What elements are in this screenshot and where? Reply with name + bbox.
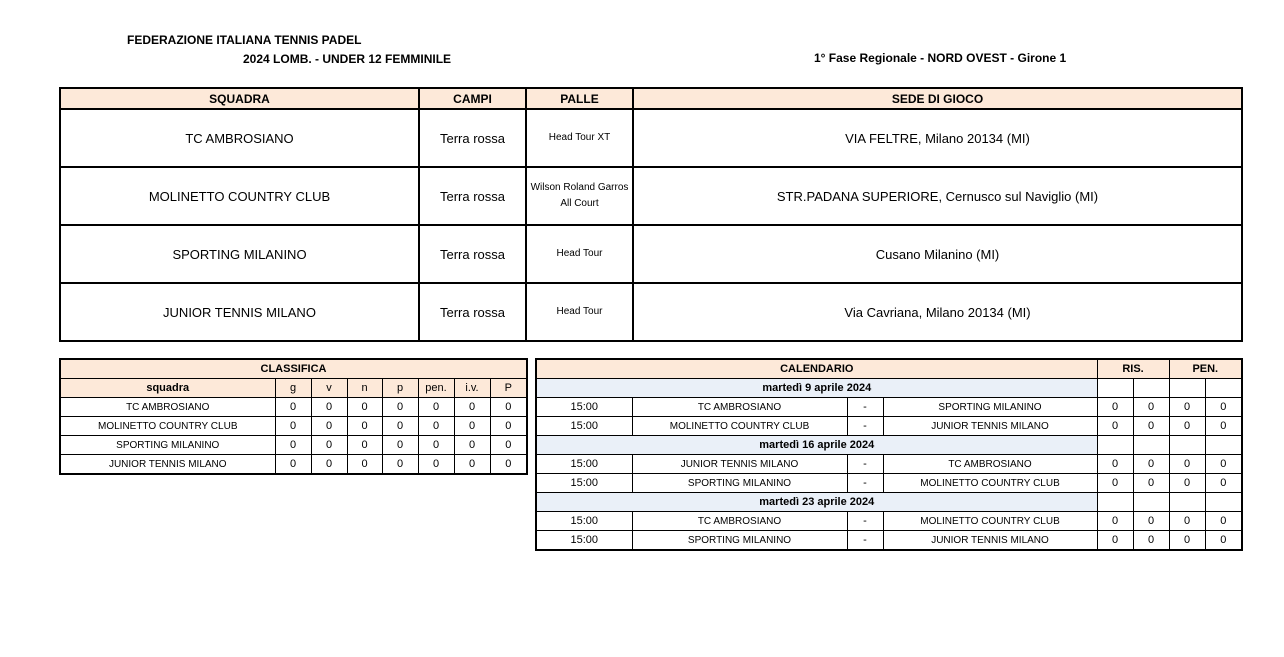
ris-away: 0 bbox=[1133, 455, 1169, 474]
home-team: JUNIOR TENNIS MILANO bbox=[632, 455, 847, 474]
standing-value: 0 bbox=[382, 417, 418, 436]
table-row bbox=[536, 474, 1242, 493]
pen-away: 0 bbox=[1205, 398, 1242, 417]
standing-team: TC AMBROSIANO bbox=[60, 398, 275, 417]
ris-away: 0 bbox=[1133, 512, 1169, 531]
date-row bbox=[536, 493, 1242, 512]
col-g: g bbox=[275, 379, 311, 398]
standing-value: 0 bbox=[311, 455, 347, 475]
table-row bbox=[60, 417, 527, 436]
standing-value: 0 bbox=[454, 455, 490, 475]
match-date: martedì 23 aprile 2024 bbox=[536, 493, 1097, 512]
schedule-title: CALENDARIO bbox=[536, 359, 1097, 379]
team-sede: Cusano Milanino (MI) bbox=[633, 225, 1242, 283]
match-time: 15:00 bbox=[536, 398, 632, 417]
ris-away: 0 bbox=[1133, 398, 1169, 417]
team-name: JUNIOR TENNIS MILANO bbox=[60, 283, 419, 341]
team-sede: STR.PADANA SUPERIORE, Cernusco sul Naviglio (MI) bbox=[633, 167, 1242, 225]
ris-away: 0 bbox=[1133, 417, 1169, 436]
team-campi: Terra rossa bbox=[419, 167, 526, 225]
match-time: 15:00 bbox=[536, 512, 632, 531]
team-sede: Via Cavriana, Milano 20134 (MI) bbox=[633, 283, 1242, 341]
away-team: TC AMBROSIANO bbox=[883, 455, 1097, 474]
col-p: p bbox=[382, 379, 418, 398]
team-name: MOLINETTO COUNTRY CLUB bbox=[60, 167, 419, 225]
pen-home: 0 bbox=[1169, 474, 1205, 493]
ris-home: 0 bbox=[1097, 455, 1133, 474]
match-time: 15:00 bbox=[536, 455, 632, 474]
header-sede: SEDE DI GIOCO bbox=[633, 88, 1242, 109]
standings-table bbox=[59, 358, 528, 475]
table-row bbox=[60, 225, 1242, 283]
table-row bbox=[536, 531, 1242, 551]
table-row bbox=[60, 109, 1242, 167]
standing-value: 0 bbox=[454, 398, 490, 417]
match-date: martedì 16 aprile 2024 bbox=[536, 436, 1097, 455]
standing-value: 0 bbox=[418, 455, 454, 475]
date-row bbox=[536, 436, 1242, 455]
col-pen: pen. bbox=[418, 379, 454, 398]
ris-away: 0 bbox=[1133, 474, 1169, 493]
ris-home: 0 bbox=[1097, 474, 1133, 493]
teams-table bbox=[59, 87, 1243, 342]
ris-header: RIS. bbox=[1097, 359, 1169, 379]
table-row bbox=[60, 455, 527, 475]
away-team: JUNIOR TENNIS MILANO bbox=[883, 531, 1097, 551]
standing-value: 0 bbox=[275, 398, 311, 417]
teams-header-row bbox=[60, 88, 1242, 109]
away-team: JUNIOR TENNIS MILANO bbox=[883, 417, 1097, 436]
standing-value: 0 bbox=[311, 436, 347, 455]
header-palle: PALLE bbox=[526, 88, 633, 109]
table-row bbox=[536, 512, 1242, 531]
team-campi: Terra rossa bbox=[419, 225, 526, 283]
schedule-header-row bbox=[536, 359, 1242, 379]
team-palle: Head Tour bbox=[526, 225, 633, 283]
standing-value: 0 bbox=[418, 417, 454, 436]
col-n: n bbox=[347, 379, 382, 398]
match-time: 15:00 bbox=[536, 531, 632, 551]
standing-team: SPORTING MILANINO bbox=[60, 436, 275, 455]
standing-value: 0 bbox=[275, 417, 311, 436]
pen-away: 0 bbox=[1205, 531, 1242, 551]
match-time: 15:00 bbox=[536, 474, 632, 493]
match-separator: - bbox=[847, 512, 883, 531]
standing-value: 0 bbox=[418, 436, 454, 455]
match-time: 15:00 bbox=[536, 417, 632, 436]
standing-value: 0 bbox=[311, 398, 347, 417]
standing-value: 0 bbox=[275, 436, 311, 455]
standings-header-row bbox=[60, 379, 527, 398]
standings-title: CLASSIFICA bbox=[60, 359, 527, 379]
pen-home: 0 bbox=[1169, 455, 1205, 474]
date-row bbox=[536, 379, 1242, 398]
col-points: P bbox=[490, 379, 527, 398]
pen-away: 0 bbox=[1205, 417, 1242, 436]
match-separator: - bbox=[847, 474, 883, 493]
team-palle: Wilson Roland Garros All Court bbox=[526, 167, 633, 225]
home-team: SPORTING MILANINO bbox=[632, 531, 847, 551]
standing-value: 0 bbox=[347, 436, 382, 455]
standing-value: 0 bbox=[347, 398, 382, 417]
table-row bbox=[536, 417, 1242, 436]
table-row bbox=[60, 283, 1242, 341]
standing-team: JUNIOR TENNIS MILANO bbox=[60, 455, 275, 475]
standing-value: 0 bbox=[382, 398, 418, 417]
standing-value: 0 bbox=[454, 417, 490, 436]
team-campi: Terra rossa bbox=[419, 283, 526, 341]
pen-home: 0 bbox=[1169, 398, 1205, 417]
col-squadra: squadra bbox=[60, 379, 275, 398]
pen-home: 0 bbox=[1169, 512, 1205, 531]
pen-away: 0 bbox=[1205, 512, 1242, 531]
standing-value: 0 bbox=[490, 436, 527, 455]
match-separator: - bbox=[847, 531, 883, 551]
team-name: SPORTING MILANINO bbox=[60, 225, 419, 283]
pen-header: PEN. bbox=[1169, 359, 1242, 379]
standing-value: 0 bbox=[347, 455, 382, 475]
table-row bbox=[536, 398, 1242, 417]
away-team: MOLINETTO COUNTRY CLUB bbox=[883, 512, 1097, 531]
table-row bbox=[60, 167, 1242, 225]
standing-value: 0 bbox=[275, 455, 311, 475]
standing-value: 0 bbox=[382, 455, 418, 475]
team-sede: VIA FELTRE, Milano 20134 (MI) bbox=[633, 109, 1242, 167]
ris-home: 0 bbox=[1097, 417, 1133, 436]
table-row bbox=[60, 436, 527, 455]
home-team: SPORTING MILANINO bbox=[632, 474, 847, 493]
team-palle: Head Tour XT bbox=[526, 109, 633, 167]
standing-value: 0 bbox=[454, 436, 490, 455]
federation-title: FEDERAZIONE ITALIANA TENNIS PADEL bbox=[127, 33, 362, 47]
standing-value: 0 bbox=[382, 436, 418, 455]
pen-home: 0 bbox=[1169, 531, 1205, 551]
ris-away: 0 bbox=[1133, 531, 1169, 551]
pen-away: 0 bbox=[1205, 455, 1242, 474]
match-separator: - bbox=[847, 455, 883, 474]
header-campi: CAMPI bbox=[419, 88, 526, 109]
team-palle: Head Tour bbox=[526, 283, 633, 341]
pen-away: 0 bbox=[1205, 474, 1242, 493]
standing-team: MOLINETTO COUNTRY CLUB bbox=[60, 417, 275, 436]
table-row bbox=[60, 398, 527, 417]
standing-value: 0 bbox=[490, 455, 527, 475]
away-team: MOLINETTO COUNTRY CLUB bbox=[883, 474, 1097, 493]
col-iv: i.v. bbox=[454, 379, 490, 398]
standing-value: 0 bbox=[490, 398, 527, 417]
away-team: SPORTING MILANINO bbox=[883, 398, 1097, 417]
team-campi: Terra rossa bbox=[419, 109, 526, 167]
match-separator: - bbox=[847, 398, 883, 417]
ris-home: 0 bbox=[1097, 398, 1133, 417]
table-row bbox=[536, 455, 1242, 474]
schedule-table bbox=[535, 358, 1243, 551]
standing-value: 0 bbox=[311, 417, 347, 436]
phase-title: 1° Fase Regionale - NORD OVEST - Girone 1 bbox=[814, 51, 1067, 65]
match-date: martedì 9 aprile 2024 bbox=[536, 379, 1097, 398]
team-name: TC AMBROSIANO bbox=[60, 109, 419, 167]
standing-value: 0 bbox=[490, 417, 527, 436]
home-team: TC AMBROSIANO bbox=[632, 398, 847, 417]
ris-home: 0 bbox=[1097, 512, 1133, 531]
col-v: v bbox=[311, 379, 347, 398]
standing-value: 0 bbox=[418, 398, 454, 417]
home-team: MOLINETTO COUNTRY CLUB bbox=[632, 417, 847, 436]
home-team: TC AMBROSIANO bbox=[632, 512, 847, 531]
championship-title: 2024 LOMB. - UNDER 12 FEMMINILE bbox=[243, 52, 452, 66]
ris-home: 0 bbox=[1097, 531, 1133, 551]
match-separator: - bbox=[847, 417, 883, 436]
header-squadra: SQUADRA bbox=[60, 88, 419, 109]
standing-value: 0 bbox=[347, 417, 382, 436]
pen-home: 0 bbox=[1169, 417, 1205, 436]
